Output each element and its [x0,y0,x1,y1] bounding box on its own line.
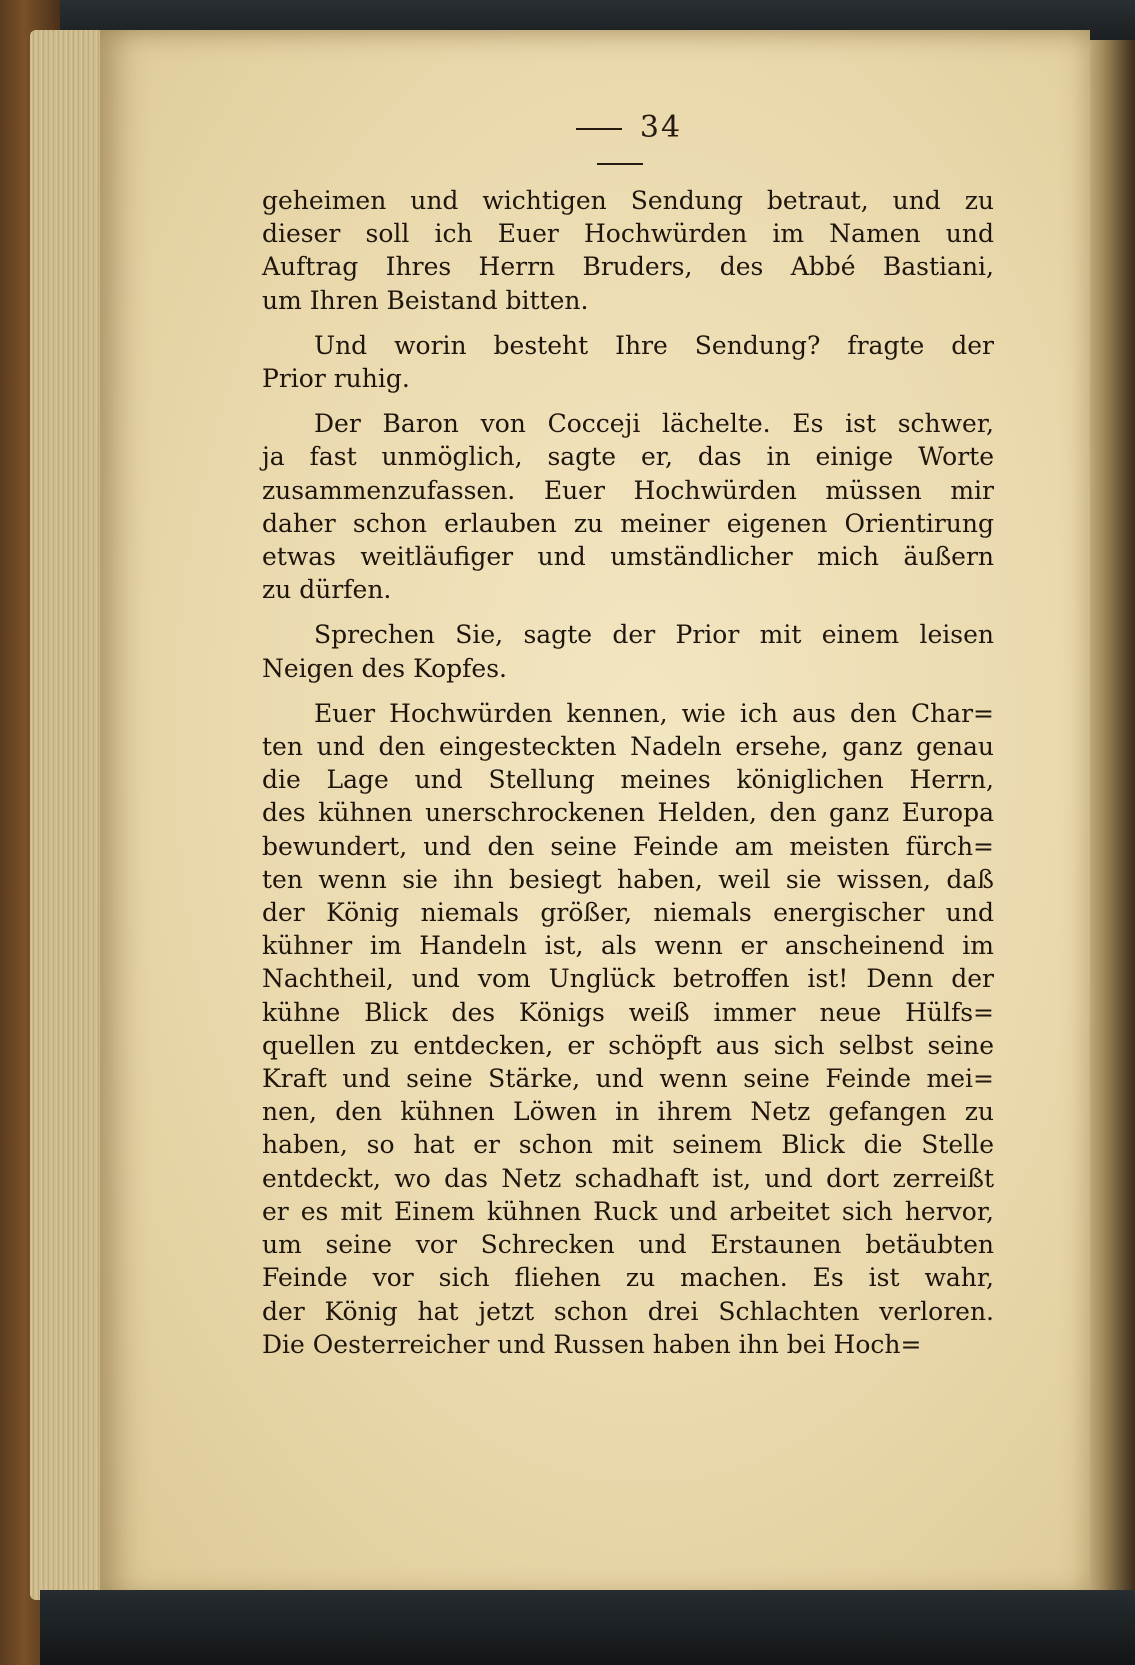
text-line: die Lage und Stellung meines königlichen Herrn, [262,765,994,795]
body-text [262,184,994,1361]
text-line: ten und den eingesteckten Nadeln ersehe, ganz genau [262,732,994,762]
text-line: bewundert, und den seine Feinde am meisten fürch= [262,831,994,861]
text-line: um seine vor Schrecken und Erstaunen betäubten [262,1230,994,1260]
text-line: Die Oesterreicher und Russen haben ihn bei Hoch= [262,1329,922,1359]
text-line: ten wenn sie ihn besiegt haben, weil sie wissen, daß [262,864,994,894]
text-line: Nachtheil, und vom Unglück betroffen ist! Denn der [262,964,994,994]
paragraph [262,407,994,606]
text-line: Euer Hochwürden kennen, wie ich aus den Char= [314,698,994,728]
text-line: geheimen und wichtigen Sendung betraut, und zu [262,186,994,215]
text-line: des kühnen unerschrockenen Helden, den ganz Europa [262,798,994,828]
text-line: zusammenzufassen. Euer Hochwürden müssen mir [262,475,994,505]
text-line: Auftrag Ihres Herrn Bruders, des Abbé Bastiani, [262,252,994,282]
text-line: Feinde vor sich fliehen zu machen. Es ist wahr, [262,1263,994,1293]
text-line: ja fast unmöglich, sagte er, das in einige Worte [262,442,994,472]
paragraph [262,329,994,395]
text-line: etwas weitläufiger und umständlicher mich äußern [262,542,994,572]
paragraph [262,184,994,317]
text-line: kühne Blick des Königs weiß immer neue Hülfs= [262,997,994,1027]
book-cover-bottom [40,1590,1135,1665]
page-number-value: 34 [639,110,683,145]
paragraph [262,697,994,1361]
text-line: daher schon erlauben zu meiner eigenen Orientirung [262,508,994,538]
text-line: zu dürfen. [262,575,392,605]
text-line: Und worin besteht Ihre Sendung? fragte der [314,330,994,360]
text-line: Kraft und seine Stärke, und wenn seine Feinde mei= [262,1064,994,1094]
text-line: Sprechen Sie, sagte der Prior mit einem leisen [314,620,994,650]
text-line: Prior ruhig. [262,364,410,394]
text-line: haben, so hat er schon mit seinem Blick die Stelle [262,1130,994,1160]
text-line: er es mit Einem kühnen Ruck und arbeitet sich hervor, [262,1196,994,1226]
text-line: Neigen des Kopfes. [262,653,507,683]
text-line: der König hat jetzt schon drei Schlachten verloren. [262,1296,994,1326]
page-number-dash-right [597,163,643,165]
text-line: nen, den kühnen Löwen in ihrem Netz gefangen zu [262,1097,994,1127]
text-line: um Ihren Beistand bitten. [262,285,589,315]
text-line: dieser soll ich Euer Hochwürden im Namen und [262,219,994,249]
text-line: quellen zu entdecken, er schöpft aus sich selbst seine [262,1030,994,1060]
page-number-dash-left [576,128,622,130]
text-line: der König niemals größer, niemals energischer und [262,898,994,928]
text-line: Der Baron von Cocceji lächelte. Es ist schwer, [314,409,994,439]
text-line: kühner im Handeln ist, als wenn er anscheinend im [262,931,994,961]
page-right-edge [1085,40,1135,1600]
paragraph [262,618,994,684]
text-line: entdeckt, wo das Netz schadhaft ist, und dort zerreißt [262,1163,994,1193]
page-number [520,110,720,180]
